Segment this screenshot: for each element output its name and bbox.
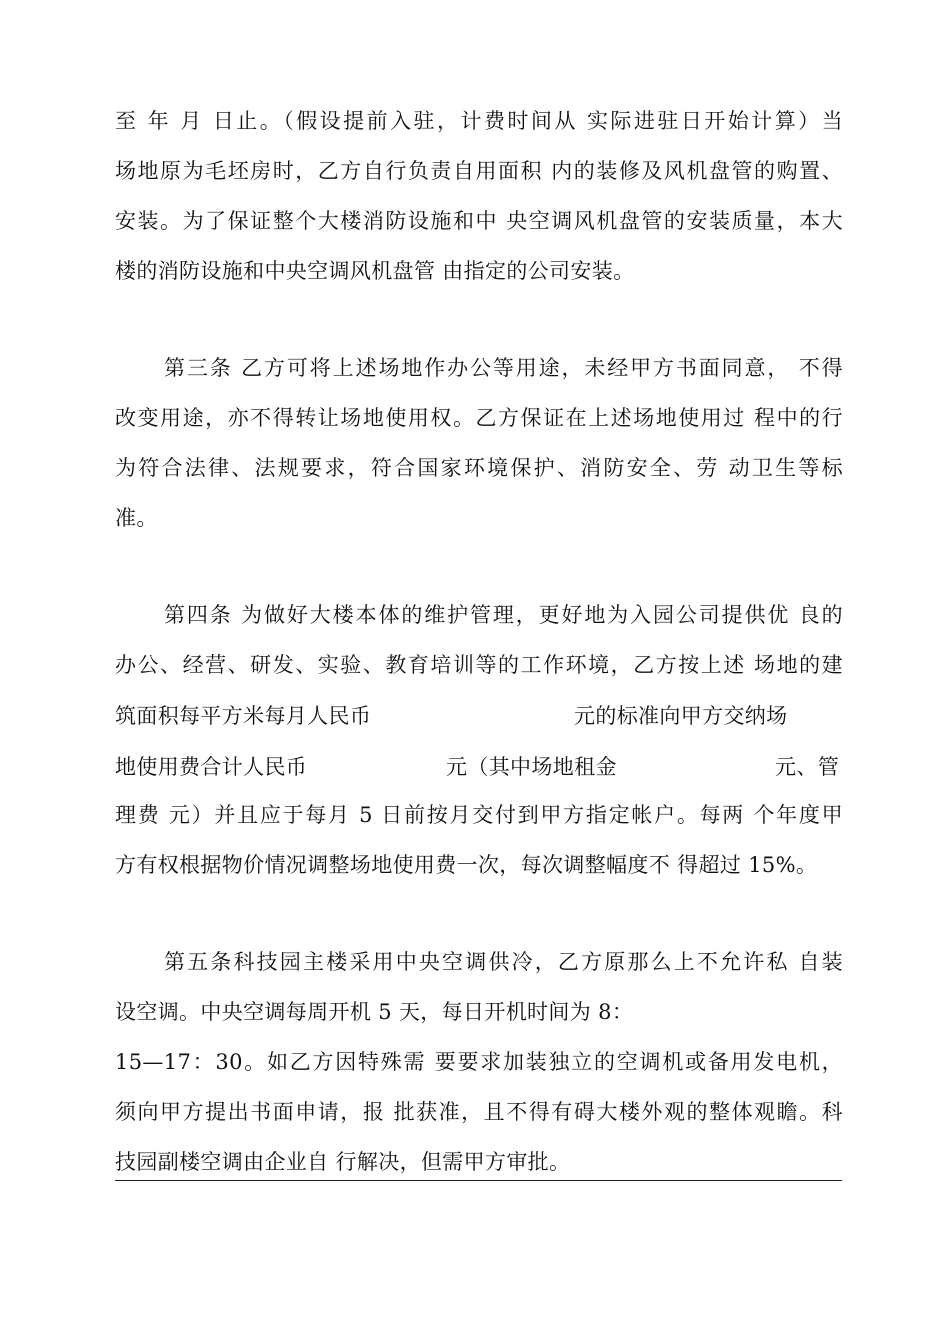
paragraph-4-line-3: 15—17：30。如乙方因特殊需 要要求加装独立的空调机或备用发电机， [115,1050,843,1074]
paragraph-2-line-2: 改变用途，亦不得转让场地使用权。乙方保证在上述场地使用过 程中的行 [115,406,843,430]
paragraph-3-line-1: 第四条 为做好大楼本体的维护管理，更好地为入园公司提供优 良的 [164,603,843,627]
paragraph-3-line-2: 办公、经营、研发、实验、教育培训等的工作环境，乙方按上述 场地的建 [115,653,843,677]
paragraph-2-line-4: 准。 [115,506,158,530]
paragraph-4-line-5: 技园副楼空调由企业自 行解决，但需甲方审批。 [115,1150,571,1174]
paragraph-4-line-2: 设空调。中央空调每周开机 5 天，每日开机时间为 8： [115,1000,634,1024]
paragraph-3-line-6: 方有权根据物价情况调整场地使用费一次，每次调整幅度不 得超过 15%。 [115,853,818,877]
paragraph-2-line-3: 为符合法律、法规要求，符合国家环境保护、消防安全、劳 动卫生等标 [115,456,843,480]
paragraph-3-line-3-part-2: 元的标准向甲方交纳场 [574,704,788,728]
paragraph-1-line-3: 安装。为了保证整个大楼消防设施和中 央空调风机盘管的安装质量，本大 [115,209,843,233]
paragraph-1-line-2: 场地原为毛坯房时，乙方自行负责自用面积 内的装修及风机盘管的购置、 [115,159,843,183]
paragraph-3-line-4-part-1: 地使用费合计人民币 [115,755,308,779]
paragraph-3-line-5: 理费 元）并且应于每月 5 日前按月交付到甲方指定帐户。每两 个年度甲 [115,803,843,827]
paragraph-2-line-1: 第三条 乙方可将上述场地作办公等用途，未经甲方书面同意， 不得 [164,356,843,380]
paragraph-3-line-4-part-3: 元、管 [775,755,840,779]
paragraph-1-line-1: 至 年 月 日止。（假设提前入驻，计费时间从 实际进驻日开始计算）当 [115,109,843,133]
paragraph-4-line-4: 须向甲方提出书面申请，报 批获准，且不得有碍大楼外观的整体观瞻。科 [115,1100,843,1124]
paragraph-4-line-1: 第五条科技园主楼采用中央空调供冷，乙方原那么上不允许私 自装 [164,950,843,974]
paragraph-3-line-4-part-2: 元（其中场地租金 [446,755,617,779]
paragraph-1-line-4: 楼的消防设施和中央空调风机盘管 由指定的公司安装。 [115,259,635,283]
paragraph-3-line-3-part-1: 筑面积每平方米每月人民币 [115,704,372,728]
bottom-rule-divider [115,1180,842,1181]
